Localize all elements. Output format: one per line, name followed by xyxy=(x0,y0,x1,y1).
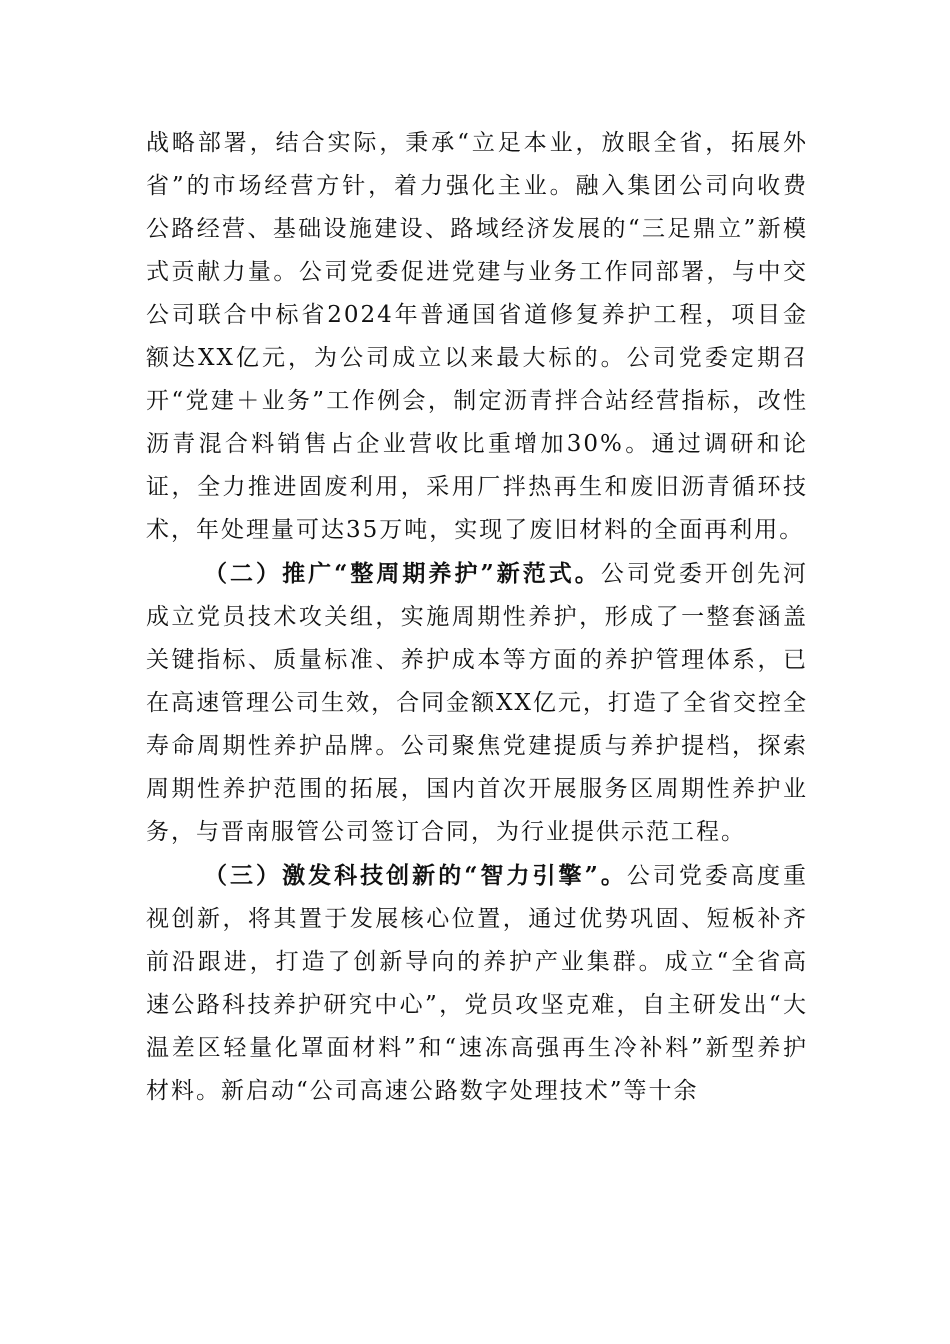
paragraph-3-text: 公司党委高度重视创新，将其置于发展核心位置，通过优势巩固、短板补齐前沿跟进，打造了创新导向的养护产业集群。成立“全省高速公路科技养护研究中心”，党员攻坚克难，自主研发出“大温差区轻量化罩面材料”和“速冻高强再生冷补料”新型养护材料。新启动“公司高速公路数字处理技术”等十余 xyxy=(146,863,808,1104)
paragraph-2 xyxy=(146,552,808,854)
paragraph-2-text: 公司党委开创先河成立党员技术攻关组，实施周期性养护，形成了一整套涵盖关键指标、质量标准、养护成本等方面的养护管理体系，已在高速管理公司生效，合同金额XX亿元，打造了全省交控全寿命周期性养护品牌。公司聚焦党建提质与养护提档，探索周期性养护范围的拓展，国内首次开展服务区周期性养护业务，与晋南服管公司签订合同，为行业提供示范工程。 xyxy=(146,561,809,845)
section-heading-3: （三）激发科技创新的“智力引擎”。 xyxy=(204,862,627,889)
paragraph-1 xyxy=(146,122,808,552)
section-heading-2: （二）推广“整周期养护”新范式。 xyxy=(204,560,601,587)
paragraph-3 xyxy=(146,854,808,1113)
paragraph-1-text: 战略部署，结合实际，秉承“立足本业，放眼全省，拓展外省”的市场经营方针，着力强化主业。融入集团公司向收费公路经营、基础设施建设、路域经济发展的“三足鼎立”新模式贡献力量。公司党委促进党建与业务工作同部署，与中交公司联合中标省2024年普通国省道修复养护工程，项目金额达XX亿元，为公司成立以来最大标的。公司党委定期召开“党建＋业务”工作例会，制定沥青拌合站经营指标，改性沥青混合料销售占企业营收比重增加30%。通过调研和论证，全力推进固废利用，采用厂拌热再生和废旧沥青循环技术，年处理量可达35万吨，实现了废旧材料的全面再利用。 xyxy=(146,130,808,543)
document-body xyxy=(146,122,808,1113)
